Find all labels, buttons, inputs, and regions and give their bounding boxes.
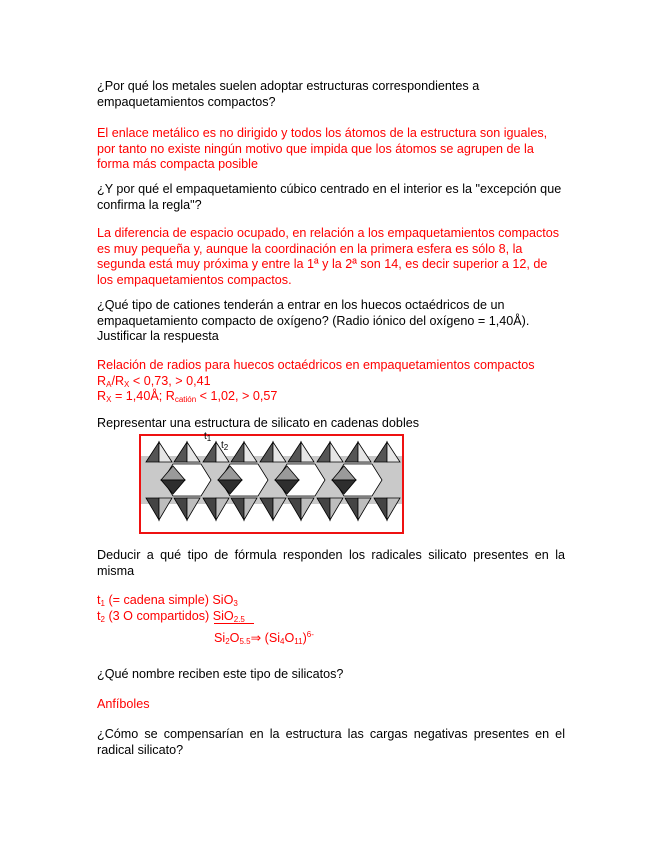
answer-bcc-exception: La diferencia de espacio ocupado, en relación a los empaquetamientos compactos es muy pequeña y, aunque la coordinación en la primera esfera es sólo 8, la segunda está muy próxima y entre la 1ª y la 2ª son 14, es decir superior a 12, de los empaquetamientos compactos. [97, 226, 560, 287]
tetrahedron-bottom-dark [345, 498, 358, 520]
label-t2: $t_2$ [221, 440, 229, 452]
question-charge-compensation: ¿Cómo se compensarían en la estructura las cargas negativas presentes en el radical silicato? [97, 727, 565, 757]
silicate-tetrahedra-drawing [141, 436, 402, 532]
tetrahedron-bottom-light [187, 498, 200, 520]
tetrahedron-bottom-dark [317, 498, 330, 520]
question-deduce-formula: Deducir a qué tipo de fórmula responden los radicales silicato presentes en la misma [97, 548, 565, 578]
tetrahedron-top-light [273, 442, 286, 462]
tetrahedron-top-dark [231, 442, 244, 462]
answer-radius-ratio [97, 358, 565, 405]
tetrahedron-bottom-dark [260, 498, 273, 520]
tetrahedron-top-dark [317, 442, 330, 462]
tetrahedron-bottom-light [358, 498, 371, 520]
formula-result: $Si_2O_{5.5}\Rightarrow$ $(Si_4O_{11})^{6-}$ [214, 630, 314, 646]
sum-underline [214, 623, 254, 624]
cation-radius-range: $R_X$ = 1,40Å; $R_{catión} < 1,02$, > 0,57 [97, 389, 278, 404]
tetrahedron-bottom-light [330, 498, 343, 520]
tetrahedron-bottom-dark [231, 498, 244, 520]
question-bcc-exception: ¿Y por qué el empaquetamiento cúbico centrado en el interior es la "excepción que confirma la regla"? [97, 182, 562, 212]
tetrahedron-bottom-dark [174, 498, 187, 520]
tetrahedron-top-light [387, 442, 400, 462]
tetrahedron-bottom-light [387, 498, 400, 520]
tetrahedron-bottom-light [159, 498, 172, 520]
answer-formula [97, 593, 565, 624]
tetrahedron-top-dark [203, 442, 216, 462]
formula-t1: $t_1$ (= cadena simple) SiO$_3$ [97, 593, 238, 608]
tetrahedron-top-dark [260, 442, 273, 462]
tetrahedron-top-light [159, 442, 172, 462]
tetrahedron-bottom-light [244, 498, 257, 520]
answer-metals-packing: El enlace metálico es no dirigido y todos los átomos de la estructura son iguales, por tanto no existe ningún motivo que impida que los átomos se agrupen de la forma más compacta posible [97, 126, 548, 171]
tetrahedron-top-dark [174, 442, 187, 462]
formula-t2: $t_2$ (3 O compartidos) SiO$_{2.5}$ [97, 608, 245, 624]
tetrahedron-top-dark [288, 442, 301, 462]
tetrahedron-top-light [187, 442, 200, 462]
tetrahedron-top-light [244, 442, 257, 462]
tetrahedron-bottom-dark [203, 498, 216, 520]
tetrahedron-bottom-dark [288, 498, 301, 520]
question-silicate-double-chain: Representar una estructura de silicato en cadenas dobles [97, 416, 420, 430]
label-t1: $t_1$ [204, 431, 212, 443]
question-metals-packing: ¿Por qué los metales suelen adoptar estructuras correspondientes a empaquetamientos compactos? [97, 79, 480, 109]
tetrahedron-top-dark [345, 442, 358, 462]
radius-ratio-range: $R_A/R_X < 0,73$, > 0,41 [97, 373, 211, 389]
tetrahedron-top-light [330, 442, 343, 462]
tetrahedron-bottom-light [273, 498, 286, 520]
question-octahedral-cations: ¿Qué tipo de cationes tenderán a entrar en los huecos octaédricos de un empaquetamiento compacto de oxígeno? (Radio iónico del oxígeno = 1,40Å). Justificar la respuesta [97, 298, 530, 343]
radius-ratio-title: Relación de radios para huecos octaédricos en empaquetamientos compactos [97, 358, 535, 372]
implies-arrow-icon: ⇒ [250, 631, 262, 645]
tetrahedron-top-light [301, 442, 314, 462]
double-chain-silicate-diagram [139, 431, 404, 534]
tetrahedron-top-dark [374, 442, 387, 462]
question-silicate-name: ¿Qué nombre reciben este tipo de silicatos? [97, 667, 344, 681]
tetrahedron-bottom-dark [146, 498, 159, 520]
tetrahedron-bottom-light [216, 498, 229, 520]
answer-silicate-name: Anfíboles [97, 697, 150, 711]
tetrahedron-top-light [358, 442, 371, 462]
tetrahedron-bottom-dark [374, 498, 387, 520]
tetrahedron-bottom-light [301, 498, 314, 520]
tetrahedron-top-dark [146, 442, 159, 462]
